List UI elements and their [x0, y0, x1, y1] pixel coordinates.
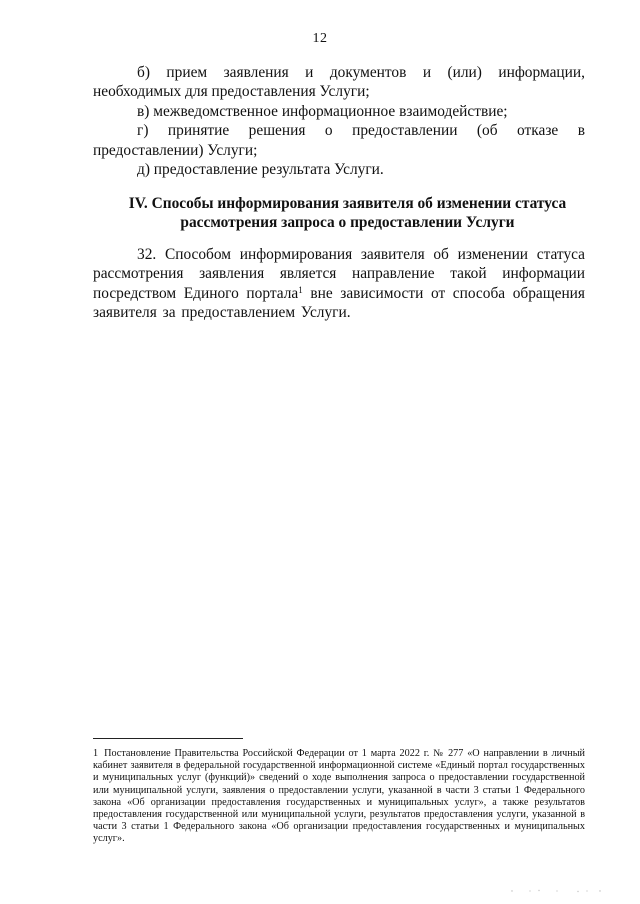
section-heading-line1: IV. Способы информирования заявителя об изменении статуса — [128, 195, 567, 212]
page-number: 12 — [312, 31, 328, 46]
section-heading-line2: рассмотрения запроса о предоставлении Услуги — [180, 214, 515, 231]
list-item: б) прием заявления и документов и (или) информации, необходимых для предоставления Услуги; — [93, 64, 585, 101]
paragraph-32-text: 32. Способом информирования заявителя об изменении статуса рассмотрения заявления является направление такой информации посредством Единого портала — [93, 246, 585, 302]
footnote-divider — [93, 738, 243, 739]
paragraph-32-text-cont: вне зависимости от способа обращения заявителя за предоставлением Услуги. — [93, 284, 585, 322]
scan-noise-marks — [508, 888, 608, 894]
footnote — [93, 748, 585, 846]
list-item: в) межведомственное информационное взаимодействие; — [137, 102, 508, 120]
list-item: д) предоставление результата Услуги. — [137, 161, 384, 179]
procedure-list — [93, 63, 585, 179]
footnote-mark: 1 — [93, 748, 99, 759]
section-heading — [110, 194, 585, 232]
paragraph-32 — [93, 245, 585, 323]
footnote-reference[interactable]: 1 — [298, 284, 303, 295]
footnote-text: Постановление Правительства Российской Федерации от 1 марта 2022 г. № 277 «О направлении в личный кабинет заявителя в федеральной государственной информационной системе «Единый портал государственных и муниципальных услуг (функций)» сведений о ходе выполнения запроса о предоставлении государственной или муниципальной услуги, заявления о предоставлении услуги, указанной в части 3 статьи 1 Федерального закона «Об организации предоставления государственных и муниципальных услуг», а также результатов предоставления государственной или муниципальной услуги, результатов предоставления услуги, указанной в части 3 статьи 1 Федерального закона «Об организации предоставления государственных и муниципальных услуг». — [93, 748, 585, 845]
list-item: г) принятие решения о предоставлении (об отказе в предоставлении) Услуги; — [93, 122, 585, 159]
